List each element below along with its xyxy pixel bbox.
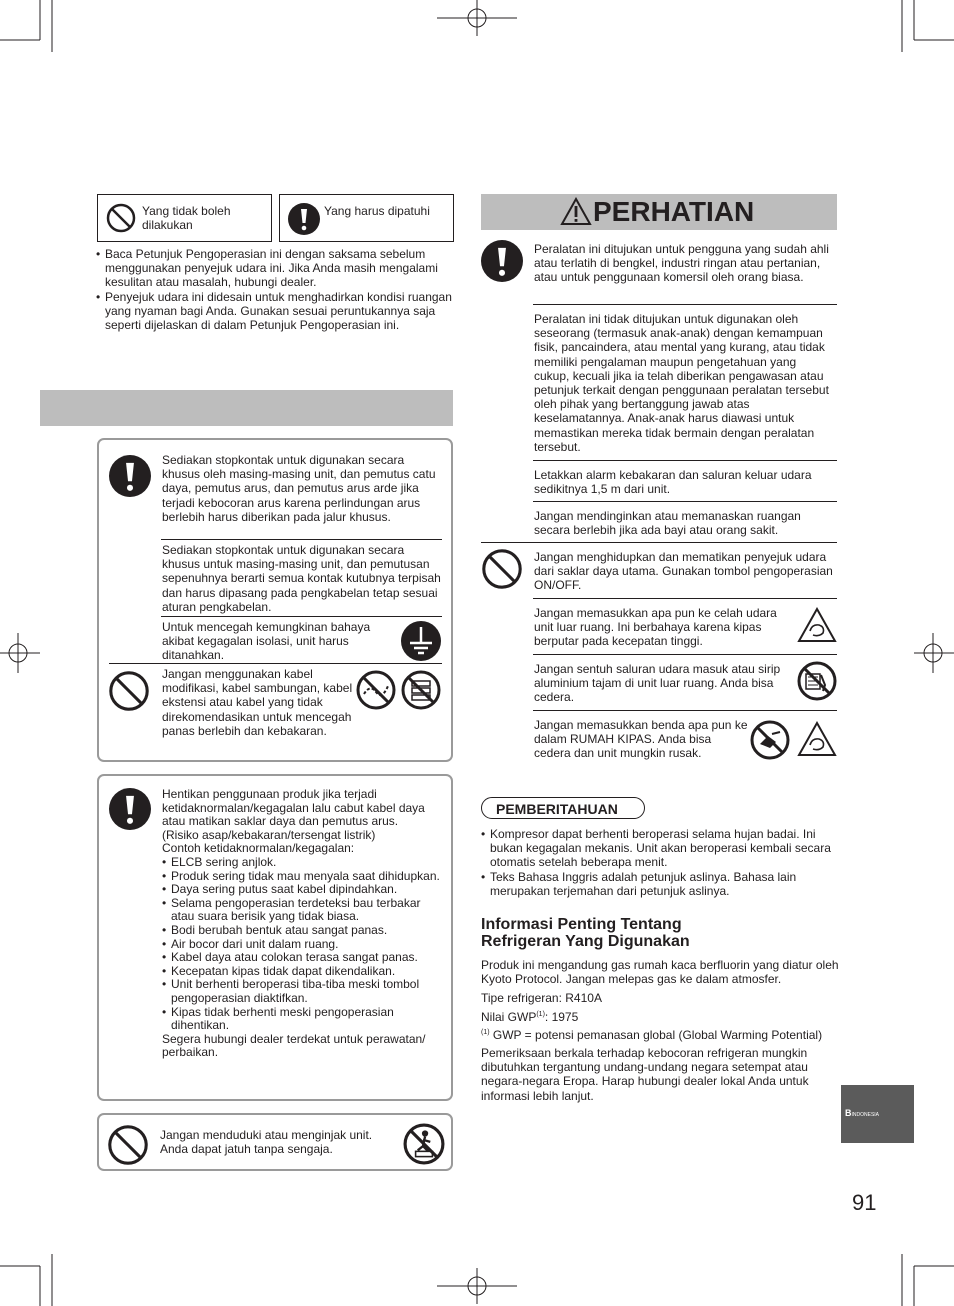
notice-badge bbox=[481, 797, 645, 819]
panel1-text-3: Untuk mencegah kemungkinan bahaya akibat kegagalan isolasi, unit harus ditanahkan. bbox=[162, 620, 371, 663]
prohibited-icon bbox=[107, 1124, 149, 1166]
list-item: • Teks Bahasa Inggris adalah petunjuk aslinya. Bahasa lain merupakan terjemahan dari petunjuk aslinya. bbox=[481, 870, 837, 898]
perhatian-item: Jangan sentuh saluran udara masuk atau sirip aluminium tajam di unit luar ruang. Anda bisa cedera. bbox=[534, 662, 781, 705]
intro-bullets bbox=[96, 247, 452, 332]
list-item: • Kompresor dapat berhenti beroperasi selama hujan badai. Ini bukan kegagalan mekanis. Unit akan beroperasi kembali secara otomatis setelah beberapa menit. bbox=[481, 827, 837, 870]
list-item: • Produk sering tidak mau menyala saat dihidupkan. bbox=[162, 870, 444, 884]
divider bbox=[109, 663, 442, 664]
gwp-sup: (1) bbox=[536, 1011, 545, 1018]
panel2-examples-title: Contoh ketidaknormalan/kegagalan: bbox=[162, 841, 355, 856]
refrigerant-footnote bbox=[481, 1026, 841, 1042]
list-item: • Unit berhenti beroperasi tiba-tiba meski tombol pengoperasian diaktifkan. bbox=[162, 978, 444, 1005]
no-climbing-icon bbox=[403, 1123, 445, 1165]
fan-warning-icon bbox=[797, 607, 837, 643]
notice-title: PEMBERITAHUAN bbox=[496, 801, 618, 817]
panel1-text-4: Jangan menggunakan kabel modifikasi, kabel sambungan, kabel ekstensi atau kabel yang tidak direkomendasikan untuk mencegah panas berlebih dan kebakaran. bbox=[162, 667, 353, 738]
perhatian-item: Jangan mendinginkan atau memanaskan ruangan secara berlebih jika ada bayi atau orang sakit. bbox=[534, 509, 801, 538]
notice-bullets bbox=[481, 827, 837, 898]
divider bbox=[481, 542, 837, 543]
legend-prohibited bbox=[97, 194, 272, 242]
fan-warning-icon bbox=[797, 721, 837, 757]
legend-prohibited-label: Yang tidak boleh dilakukan bbox=[142, 204, 231, 232]
refrigerant-intro: Produk ini mengandung gas rumah kaca berfluorin yang diatur oleh Kyoto Protocol. Jangan melepas gas ke dalam atmosfer. bbox=[481, 958, 839, 987]
footnote-mark: (1) bbox=[481, 1029, 490, 1036]
legend-required-label: Yang harus dipatuhi bbox=[324, 204, 430, 218]
refrigerant-heading-1: Informasi Penting Tentang bbox=[481, 916, 682, 933]
divider bbox=[533, 304, 837, 305]
mandatory-icon bbox=[109, 788, 151, 830]
divider bbox=[533, 501, 837, 502]
perhatian-item: Jangan memasukkan apa pun ke celah udara unit luar ruang. Ini berbahaya karena kipas berputar pada kecepatan tinggi. bbox=[534, 606, 777, 649]
refrigerant-leak-check: Pemeriksaan berkala terhadap kebocoran refrigeran mungkin dibutuhkan tergantung undang-undang negara setempat atau negara-negara Eropa. Harap hubungi dealer lokal Anda untuk informasi lebih lanjut. bbox=[481, 1046, 809, 1103]
panel3-text: Jangan menduduki atau menginjak unit. Anda dapat jatuh tanpa sengaja. bbox=[160, 1128, 373, 1157]
language-label: INDONESIA bbox=[851, 1112, 880, 1118]
prohibited-icon bbox=[481, 548, 523, 590]
panel2-examples bbox=[162, 856, 444, 1033]
refrigerant-type: Tipe refrigeran: R410A bbox=[481, 991, 602, 1005]
divider bbox=[533, 598, 837, 599]
list-item: • Kecepatan kipas tidak dapat dikendalikan. bbox=[162, 965, 444, 979]
perhatian-item: Jangan memasukkan benda apa pun ke dalam RUMAH KIPAS. Anda bisa cedera dan unit mungkin rusak. bbox=[534, 718, 748, 761]
list-item: • Bodi berubah bentuk atau sangat panas. bbox=[162, 924, 444, 938]
divider bbox=[533, 654, 837, 655]
mandatory-icon bbox=[288, 203, 320, 235]
panel2-intro: Hentikan penggunaan produk jika terjadi ketidaknormalan/kegagalan lalu cabut kabel daya atau matikan saklar daya dan pemutus arus. bbox=[162, 787, 425, 829]
mandatory-icon bbox=[481, 240, 523, 282]
language-letter: B bbox=[845, 1108, 852, 1118]
divider bbox=[161, 616, 442, 617]
ground-icon bbox=[400, 620, 442, 662]
mandatory-icon bbox=[109, 455, 151, 497]
perhatian-item: Letakkan alarm kebakaran dan saluran keluar udara sedikitnya 1,5 m dari unit. bbox=[534, 468, 812, 497]
footnote-text: GWP = potensi pemanasan global (Global Warming Potential) bbox=[489, 1028, 823, 1042]
perhatian-item: Peralatan ini tidak ditujukan untuk digunakan oleh seseorang (termasuk anak-anak) dengan kemampuan fisik, pancaindera, atau mental yang kurang, atau tidak memiliki pengalaman maupun pengetahuan yang cukup, kecuali jika ia telah diberikan pengawasan atau petunjuk terkait dengan penggunaan peralatan tersebut oleh pihak yang bertanggung jawab atas keselamatannya. Anak-anak harus diawasi untuk memastikan mereka tidak bermain dengan peralatan tersebut. bbox=[534, 312, 829, 454]
perhatian-item: Peralatan ini ditujukan untuk pengguna yang sudah ahli atau terlatih di bengkel, industri ringan atau pertanian, atau untuk penggunaan komersil oleh orang biasa. bbox=[534, 242, 829, 285]
list-item: • Daya sering putus saat kabel dipindahkan. bbox=[162, 883, 444, 897]
list-item: • Baca Petunjuk Pengoperasian ini dengan saksama sebelum menggunakan penyejuk udara ini. Jika Anda masih mengalami kesulitan atau masalah, hubungi dealer. bbox=[96, 247, 452, 290]
list-item: • Kipas tidak berhenti meski pengoperasian dihentikan. bbox=[162, 1006, 444, 1033]
no-extension-cable-icon bbox=[401, 670, 441, 710]
list-item: • Kabel daya atau colokan terasa sangat panas. bbox=[162, 951, 444, 965]
section-header-bar bbox=[40, 390, 453, 426]
perhatian-item: Jangan menghidupkan dan mematikan penyejuk udara dari saklar daya utama. Gunakan tombol pengoperasian ON/OFF. bbox=[534, 550, 833, 593]
perhatian-title: PERHATIAN bbox=[593, 196, 755, 227]
panel2-closing: Segera hubungi dealer terdekat untuk perawatan/ perbaikan. bbox=[162, 1031, 426, 1060]
refrigerant-heading-2: Refrigeran Yang Digunakan bbox=[481, 933, 690, 950]
legend-required bbox=[279, 194, 454, 242]
list-item: • Penyejuk udara ini didesain untuk menghadirkan kondisi ruangan yang nyaman bagi Anda. Gunakan sesuai peruntukannya saja seperti dijelaskan di dalam Petunjuk Pengoperasian ini. bbox=[96, 290, 452, 333]
divider bbox=[161, 539, 442, 540]
panel2-content bbox=[162, 788, 444, 1060]
gwp-label: Nilai GWP bbox=[481, 1010, 537, 1024]
refrigerant-gwp bbox=[481, 1008, 578, 1024]
page-number: 91 bbox=[852, 1190, 877, 1215]
panel2-risk: (Risiko asap/kebakaran/tersengat listrik) bbox=[162, 827, 376, 842]
perhatian-header bbox=[481, 194, 837, 230]
list-item: • Selama pengoperasian terdeteksi bau terbakar atau suara berisik yang tidak biasa. bbox=[162, 897, 444, 924]
list-item: • Air bocor dari unit dalam ruang. bbox=[162, 938, 444, 952]
warning-triangle-icon bbox=[560, 197, 592, 226]
prohibited-icon bbox=[108, 670, 150, 712]
divider bbox=[533, 460, 837, 461]
divider bbox=[533, 710, 837, 711]
no-touch-fins-icon bbox=[797, 661, 837, 701]
panel1-text-1: Sediakan stopkontak untuk digunakan secara khusus oleh masing-masing unit, dan pemutus catu daya, pemutus arus, dan pemutus arus arde jika terjadi kebocoran arus karena perlindungan arus berlebih harus diberikan pada jalur khusus. bbox=[162, 453, 436, 524]
prohibited-icon bbox=[106, 203, 136, 233]
list-item: • ELCB sering anjlok. bbox=[162, 856, 444, 870]
no-insert-objects-icon bbox=[750, 720, 790, 760]
panel1-text-2: Sediakan stopkontak untuk digunakan secara khusus untuk masing-masing unit, dan pemutusan sepenuhnya berarti semua kontak kutubnya terpisah dan harus dipasang pada pengkabelan tetap sesuai aturan pengkabelan. bbox=[162, 543, 441, 614]
language-tab bbox=[841, 1085, 914, 1143]
gwp-value: : 1975 bbox=[544, 1010, 579, 1024]
no-modified-cable-icon bbox=[356, 670, 396, 710]
